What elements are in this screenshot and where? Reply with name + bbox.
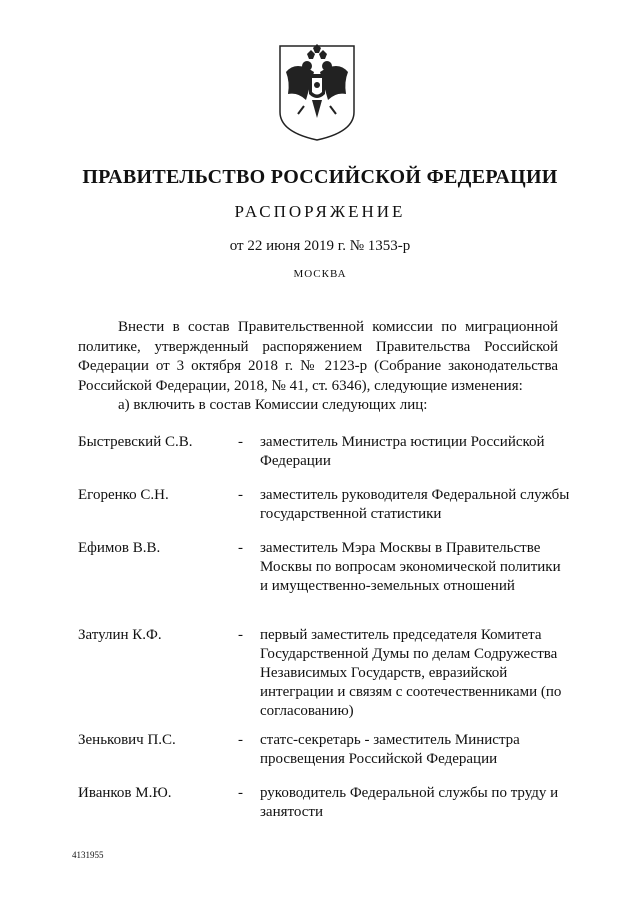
- document-code: 4131955: [72, 850, 104, 860]
- member-role: заместитель руководителя Федеральной службы государственной статистики: [260, 487, 570, 522]
- member-name: Ефимов В.В.: [78, 540, 161, 556]
- document-type: РАСПОРЯЖЕНИЕ: [234, 202, 406, 221]
- date-number: от 22 июня 2019 г. № 1353-р: [229, 238, 411, 254]
- government-title: ПРАВИТЕЛЬСТВО РОССИЙСКОЙ ФЕДЕРАЦИИ: [82, 166, 558, 188]
- member-role: руководитель Федеральной службы по труду и занятости: [260, 785, 559, 820]
- member-dash: -: [238, 487, 243, 503]
- member-role: заместитель Министра юстиции Российской Федерации: [260, 434, 545, 469]
- item-a: а) включить в состав Комиссии следующих лиц:: [118, 397, 428, 413]
- intro-paragraph: Внести в состав Правительственной комиссии по миграционной политике, утвержденный распоряжением Правительства Российской Федерации от 3 октября 2018 г. № 2123-р (Собрание законодательства Российской Федерации, 2018, № 41, ст. 6346), следующие изменения:: [78, 319, 558, 394]
- member-name: Затулин К.Ф.: [78, 627, 162, 643]
- member-name: Зенькович П.С.: [78, 732, 176, 748]
- member-role: первый заместитель председателя Комитета Государственной Думы по делам Содружества Независимых Государств, евразийской интеграции и связям с соотечественниками (по согласованию): [260, 627, 562, 719]
- member-role: заместитель Мэра Москвы в Правительстве Москвы по вопросам экономической политики и имущественно-земельных отношений: [260, 540, 561, 594]
- coat-of-arms-icon: [276, 42, 358, 142]
- member-name: Иванков М.Ю.: [78, 785, 172, 801]
- city: МОСКВА: [293, 268, 347, 280]
- member-dash: -: [238, 434, 243, 450]
- member-dash: -: [238, 627, 243, 643]
- member-name: Быстревский С.В.: [78, 434, 193, 450]
- member-dash: -: [238, 785, 243, 801]
- intro-text-block: [78, 318, 558, 416]
- member-name: Егоренко С.Н.: [78, 487, 169, 503]
- member-dash: -: [238, 540, 243, 556]
- member-dash: -: [238, 732, 243, 748]
- member-role: статс-секретарь - заместитель Министра просвещения Российской Федерации: [260, 732, 520, 767]
